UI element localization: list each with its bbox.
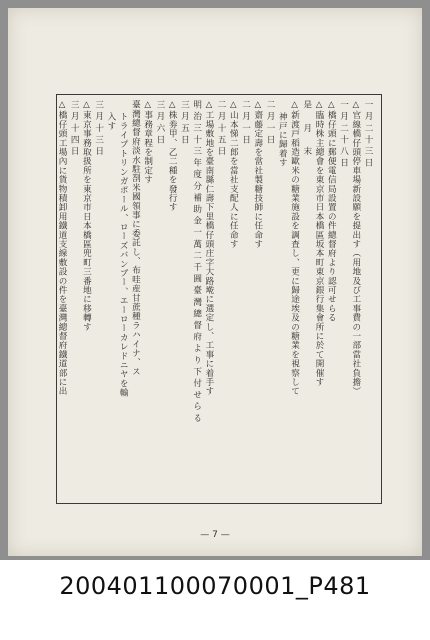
event-column: △株劵甲、乙二種を發行す	[167, 100, 178, 212]
continuation-column: 神戸に歸着す	[277, 112, 288, 168]
continuation-column: トライプトリンガポール、ローズバンブー、エーローカレドニヤを輸	[118, 112, 129, 398]
event-column: △官線橋仔頭停車場新設願を提出す（用地及び工事費の一部當社負擔）	[350, 100, 361, 396]
image-caption: 200401100070001_P481	[59, 572, 371, 600]
date-column: 二月一日	[265, 100, 276, 147]
event-column: △臨時株主總會を東京市日本橋區坂本町東京銀行集會所に於て開催す	[314, 100, 325, 387]
date-column: 明治三十三年度分補助金一萬二千圓臺灣總督府より下付せらる	[191, 100, 202, 425]
event-column: △橋仔頭工場內に貨物積卸用鐵道支線敷設の件を臺灣總督府鐵道部に出	[57, 100, 67, 396]
date-column: 三月六日	[154, 100, 165, 147]
date-column: 一月二十八日	[338, 100, 349, 170]
event-column: △事務章程を制定す	[142, 100, 153, 185]
event-column: 臺灣總督府淡水駐剳米國領事に委託し、布哇産甘蔗種ラハイナ、ス	[130, 100, 141, 376]
event-column: △工場敷地を臺南縣仁壽下里橋仔頭庄字大路墘に選定し、工事に着手す	[203, 100, 214, 396]
event-column: △山本悌二郎を當社支配人に任命す	[228, 100, 239, 249]
event-column: △齋藤定壽を當社製糖技師に任命す	[252, 100, 263, 249]
event-column: △橋仔頭に郵便電信局設置の件總督府より認可せらる	[326, 100, 337, 323]
date-column: 二月十五日	[216, 100, 227, 158]
date-column: 一月二十三日	[363, 100, 373, 170]
page-number: — 7 —	[200, 530, 230, 540]
event-column: △新渡戸稻造歐米の糖業施設を調査し、更に歸途埃及の糖業を視察して	[289, 100, 300, 396]
continuation-column: 入す	[105, 112, 116, 131]
date-column: 是 月 末	[301, 100, 312, 158]
date-column: 三月十三日	[93, 100, 104, 158]
date-column: 三月五日	[179, 100, 190, 147]
date-column: 三月十四日	[69, 100, 80, 158]
date-column: 二月一日	[240, 100, 251, 147]
event-column: △東京事務取扱所を東京市日本橋區兜町三番地に移轉す	[81, 100, 92, 332]
